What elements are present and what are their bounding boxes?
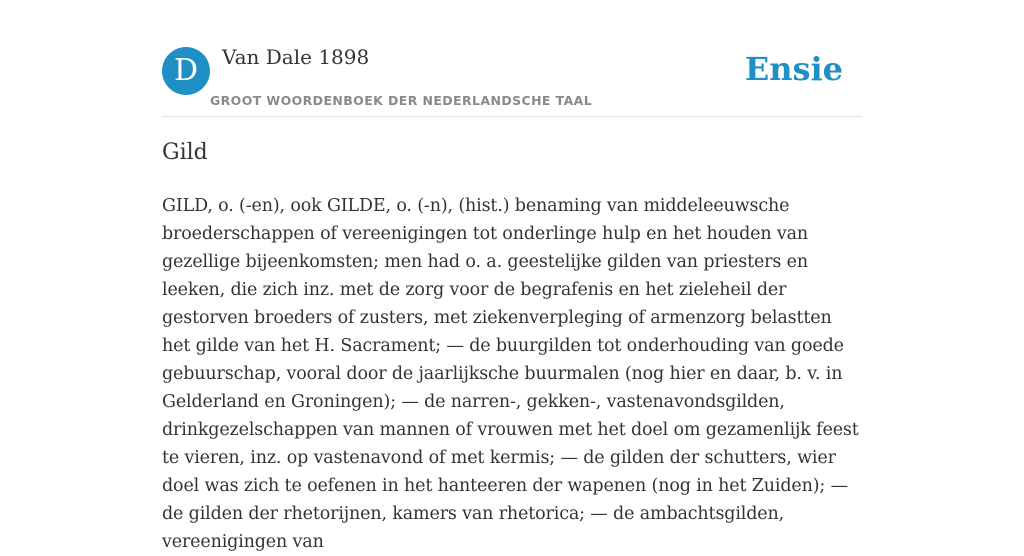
header	[162, 0, 862, 117]
source-subtitle: GROOT WOORDENBOEK DER NEDERLANDSCHE TAAL	[210, 93, 593, 108]
entry-definition: GILD, o. (-en), ook GILDE, o. (-n), (hist.) benaming van middeleeuwsche broederschappen of vereenigingen tot onderlinge hulp en het houden van gezellige bijeenkomsten; men had o. a. geestelijke gilden van priesters en leeken, die zich inz. met de zorg voor de begrafenis en het zieleheil der gestorven broeders of zusters, met ziekenverpleging of armenzorg belastten het gilde van het H. Sacrament; — de buurgilden tot onderhouding van goede gebuurschap, vooral door de jaarlijksche buurmalen (nog hier en daar, b. v. in Gelderland en Groningen); — de narren-, gekken-, vastenavondsgilden, drinkgezelschappen van mannen of vrouwen met het doel om gezamenlijk feest te vieren, inz. op vastenavond of met kermis; — de gilden der schutters, wier doel was zich te oefenen in het hanteeren der wapenen (nog in het Zuiden); — de gilden der rhetorijnen, kamers van rhetorica; — de ambachtsgilden, vereenigingen van	[162, 196, 859, 552]
page	[162, 0, 862, 552]
dictionary-logo-icon[interactable]: D	[162, 47, 210, 95]
source-title[interactable]: Van Dale 1898	[222, 45, 370, 69]
entry-title: Gild	[162, 140, 208, 165]
ensie-logo[interactable]: Ensie	[744, 50, 843, 88]
